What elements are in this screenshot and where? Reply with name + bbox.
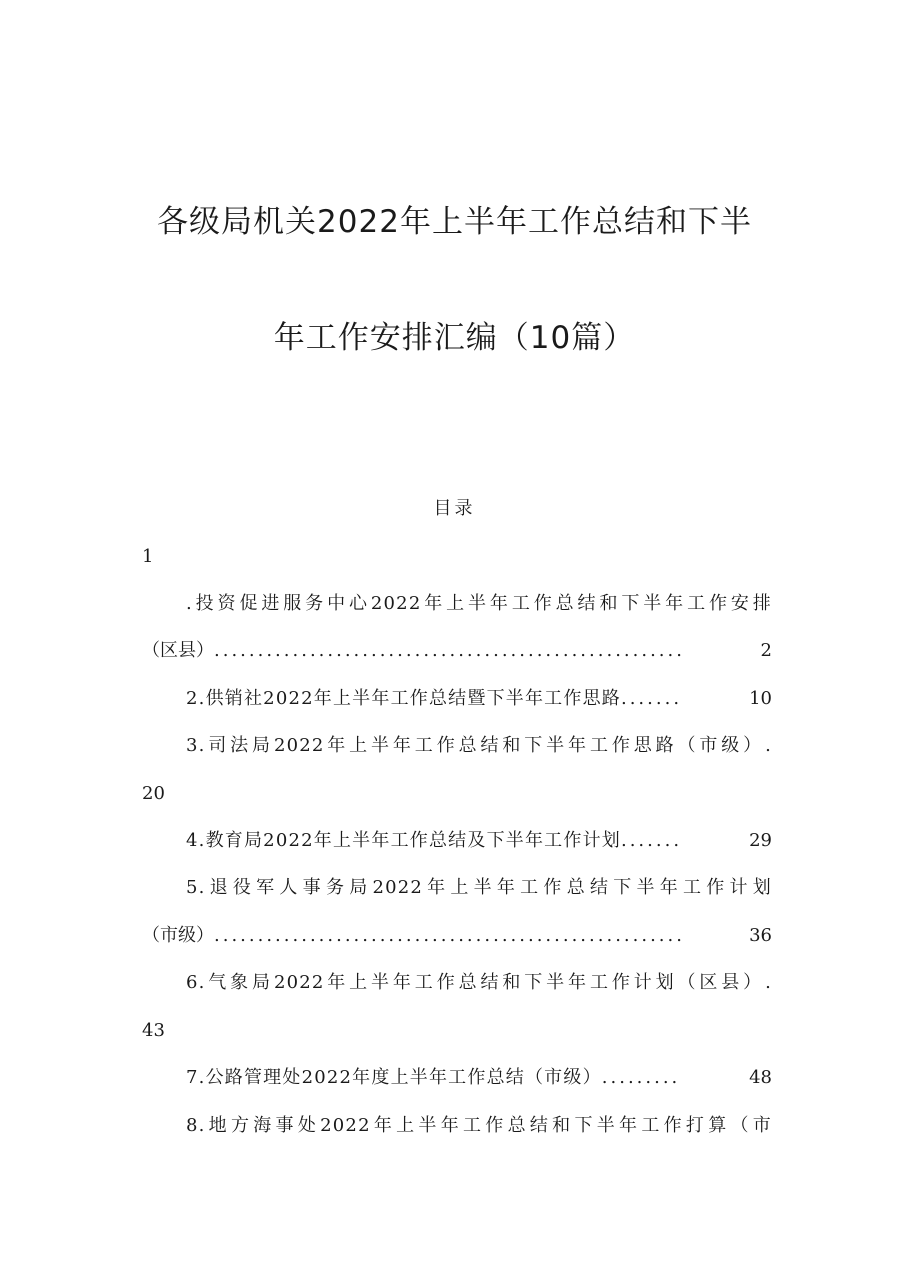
document-title-line-2: 年工作安排汇编（10篇） (273, 320, 636, 356)
toc-heading: 目录 (433, 498, 476, 519)
toc-entry-2-text: 2.供销社2022年上半年工作总结暨下半年工作思路 (186, 688, 621, 709)
toc-entry-1-line-1[interactable] (186, 592, 772, 616)
toc-entry-5-leader: ...................................................... (214, 925, 685, 946)
toc-entry-1-line-2[interactable] (142, 639, 772, 663)
toc-entry-1-leader: ...................................................... (214, 640, 685, 661)
toc-entry-7-text: 7.公路管理处2022年度上半年工作总结（市级） (186, 1067, 602, 1088)
toc-entry-2-page: 10 (749, 688, 772, 709)
toc-entry-5-line-2[interactable] (142, 924, 772, 948)
toc-entry-3[interactable] (186, 734, 772, 758)
toc-entry-2-leader: ....... (620, 688, 683, 709)
toc-entry-8[interactable] (186, 1114, 772, 1138)
toc-entry-7[interactable] (186, 1066, 772, 1090)
toc-entry-6-page[interactable]: 43 (142, 1020, 165, 1041)
toc-entry-5-text-cont: （市级） (142, 925, 214, 946)
toc-entry-5-page: 36 (749, 925, 772, 946)
toc-entry-4-text: 4.教育局2022年上半年工作总结及下半年工作计划 (186, 830, 621, 851)
toc-entry-4[interactable] (186, 829, 772, 853)
toc-entry-1-text-cont: （区县） (142, 640, 214, 661)
toc-stray-number: 1 (142, 546, 154, 567)
toc-entry-4-leader: ....... (620, 830, 683, 851)
toc-entry-8-text: 8.地方海事处2022年上半年工作总结和下半年工作打算（市 (186, 1115, 772, 1136)
toc-entry-5-line-1[interactable] (186, 876, 772, 900)
toc-entry-7-page: 48 (749, 1067, 772, 1088)
toc-entry-6[interactable] (186, 971, 772, 995)
toc-entry-7-leader: ......... (601, 1067, 681, 1088)
toc-entry-2[interactable] (186, 687, 772, 711)
toc-entry-5-text: 5.退役军人事务局2022年上半年工作总结下半年工作计划 (186, 877, 772, 898)
toc-entry-1-text: .投资促进服务中心2022年上半年工作总结和下半年工作安排 (186, 593, 772, 614)
toc-entry-1-page: 2 (760, 640, 772, 661)
toc-entry-6-text: 6.气象局2022年上半年工作总结和下半年工作计划（区县）. (186, 972, 772, 993)
toc-entry-3-text: 3.司法局2022年上半年工作总结和下半年工作思路（市级）. (186, 735, 772, 756)
toc-entry-4-page: 29 (749, 830, 772, 851)
document-title-line-1: 各级局机关2022年上半年工作总结和下半 (157, 204, 752, 240)
toc-entry-3-page[interactable]: 20 (142, 783, 165, 804)
